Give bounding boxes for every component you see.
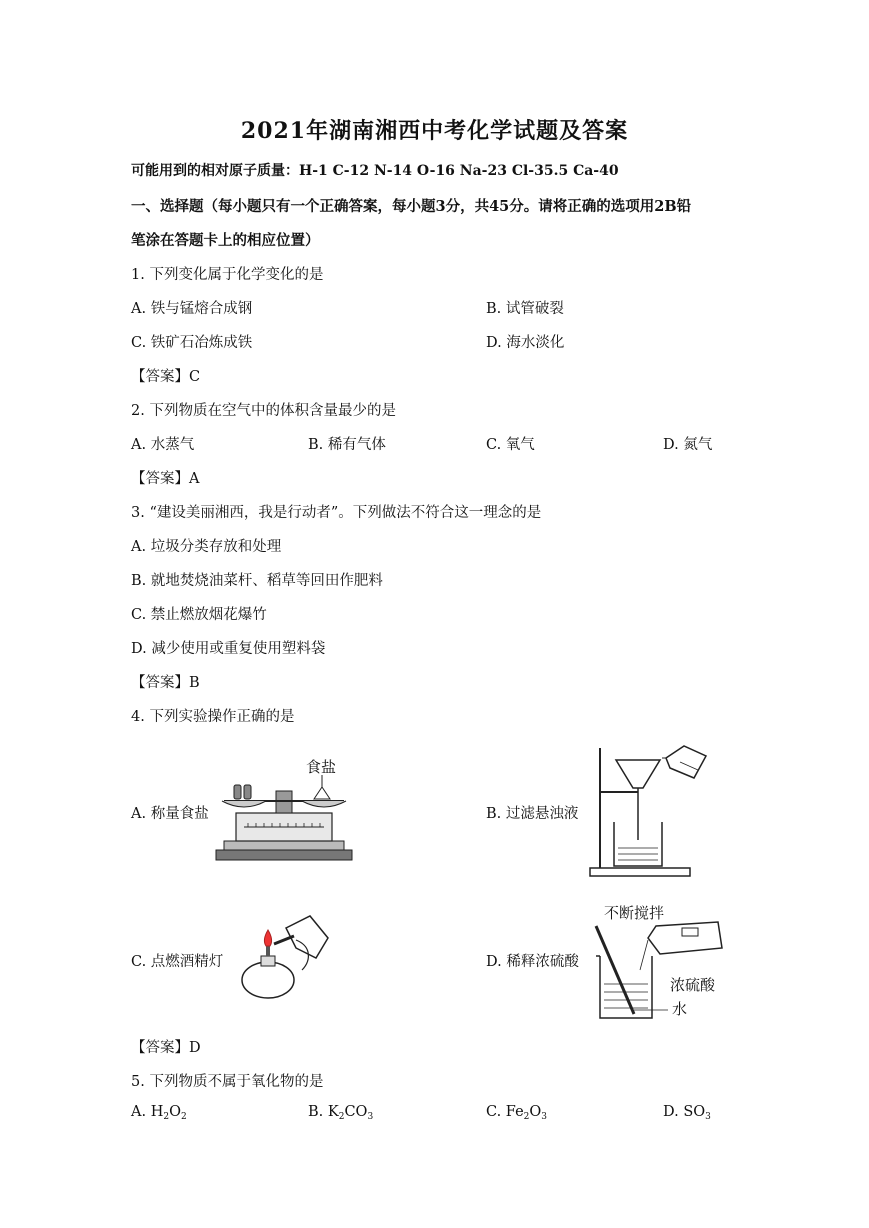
- q1-option-b: B. 试管破裂: [486, 301, 564, 317]
- q5-option-b-prefix: B.: [308, 1104, 328, 1120]
- q1-answer: 【答案】C: [131, 369, 201, 385]
- q1-option-d: D. 海水淡化: [486, 335, 565, 351]
- q2-option-d: D. 氮气: [663, 437, 713, 453]
- formula-subscript: 2: [338, 1112, 345, 1122]
- dilution-figure: [590, 898, 730, 1024]
- q3-option-c: C. 禁止燃放烟花爆竹: [131, 607, 267, 623]
- alcohol-lamp-figure: [236, 910, 336, 1002]
- q4-stem: 4. 下列实验操作正确的是: [131, 709, 295, 725]
- formula-part: K: [327, 1104, 339, 1120]
- q5-option-d-prefix: D.: [663, 1104, 684, 1120]
- q4-option-c: C. 点燃酒精灯: [131, 954, 224, 970]
- q4-option-a: A. 称量食盐: [131, 806, 209, 822]
- q3-answer: 【答案】B: [131, 675, 200, 691]
- q3-option-d: D. 减少使用或重复使用塑料袋: [131, 641, 326, 657]
- formula-part: CO: [344, 1104, 368, 1120]
- q2-option-c: C. 氧气: [486, 437, 535, 453]
- formula-subscript: 3: [705, 1112, 711, 1122]
- formula-part: SO: [683, 1104, 706, 1120]
- q2-answer: 【答案】A: [131, 471, 200, 487]
- filtration-figure: [588, 744, 713, 879]
- formula-part: H: [150, 1104, 164, 1120]
- water-label: 水: [672, 1000, 688, 1018]
- formula-subscript: 3: [541, 1112, 548, 1122]
- section-heading-line2: 笔涂在答题卡上的相应位置）: [131, 232, 320, 249]
- q4-answer: 【答案】D: [131, 1040, 201, 1056]
- q3-stem: 3. “建设美丽湘西，我是行动者”。下列做法不符合这一理念的是: [131, 505, 542, 521]
- q2-option-a: A. 水蒸气: [131, 437, 195, 453]
- formula-part: O: [529, 1104, 542, 1120]
- q5-option-a-prefix: A.: [131, 1104, 151, 1120]
- salt-label: 食盐: [306, 758, 337, 776]
- formula-subscript: 2: [163, 1112, 170, 1122]
- formula-subscript: 2: [523, 1112, 530, 1122]
- formula-subscript: 3: [367, 1112, 374, 1122]
- q5-option-b: [308, 1104, 373, 1122]
- q5-option-c-prefix: C.: [486, 1104, 506, 1120]
- q3-option-b: B. 就地焚烧油菜杆、稻草等回田作肥料: [131, 573, 383, 589]
- formula-subscript: 2: [180, 1112, 187, 1122]
- q3-option-a: A. 垃圾分类存放和处理: [131, 539, 282, 555]
- q5-stem: 5. 下列物质不属于氧化物的是: [131, 1074, 324, 1090]
- page-title: 2021年湖南湘西中考化学试题及答案: [240, 118, 629, 144]
- formula-part: Fe: [505, 1104, 524, 1120]
- q5-option-d: [663, 1104, 711, 1122]
- q2-option-b: B. 稀有气体: [308, 437, 386, 453]
- balance-scale-figure: [214, 755, 354, 865]
- section-heading-line1: 一、选择题（每小题只有一个正确答案，每小题3分，共45分。请将正确的选项用2B铅: [131, 198, 692, 215]
- q1-stem: 1. 下列变化属于化学变化的是: [131, 267, 324, 283]
- formula-part: O: [169, 1104, 181, 1120]
- q4-option-b: B. 过滤悬浊液: [486, 806, 579, 822]
- stir-label: 不断搅拌: [604, 904, 665, 922]
- acid-label: 浓硫酸: [670, 976, 716, 994]
- q5-option-c: [486, 1104, 547, 1122]
- q5-option-a: [131, 1104, 187, 1122]
- atomic-mass-line: 可能用到的相对原子质量：H-1 C-12 N-14 O-16 Na-23 Cl-35.5 Ca-40: [131, 163, 619, 179]
- q1-option-c: C. 铁矿石冶炼成铁: [131, 335, 253, 351]
- q2-stem: 2. 下列物质在空气中的体积含量最少的是: [131, 403, 396, 419]
- q4-option-d: D. 稀释浓硫酸: [486, 954, 579, 970]
- q1-option-a: A. 铁与锰熔合成钢: [131, 301, 253, 317]
